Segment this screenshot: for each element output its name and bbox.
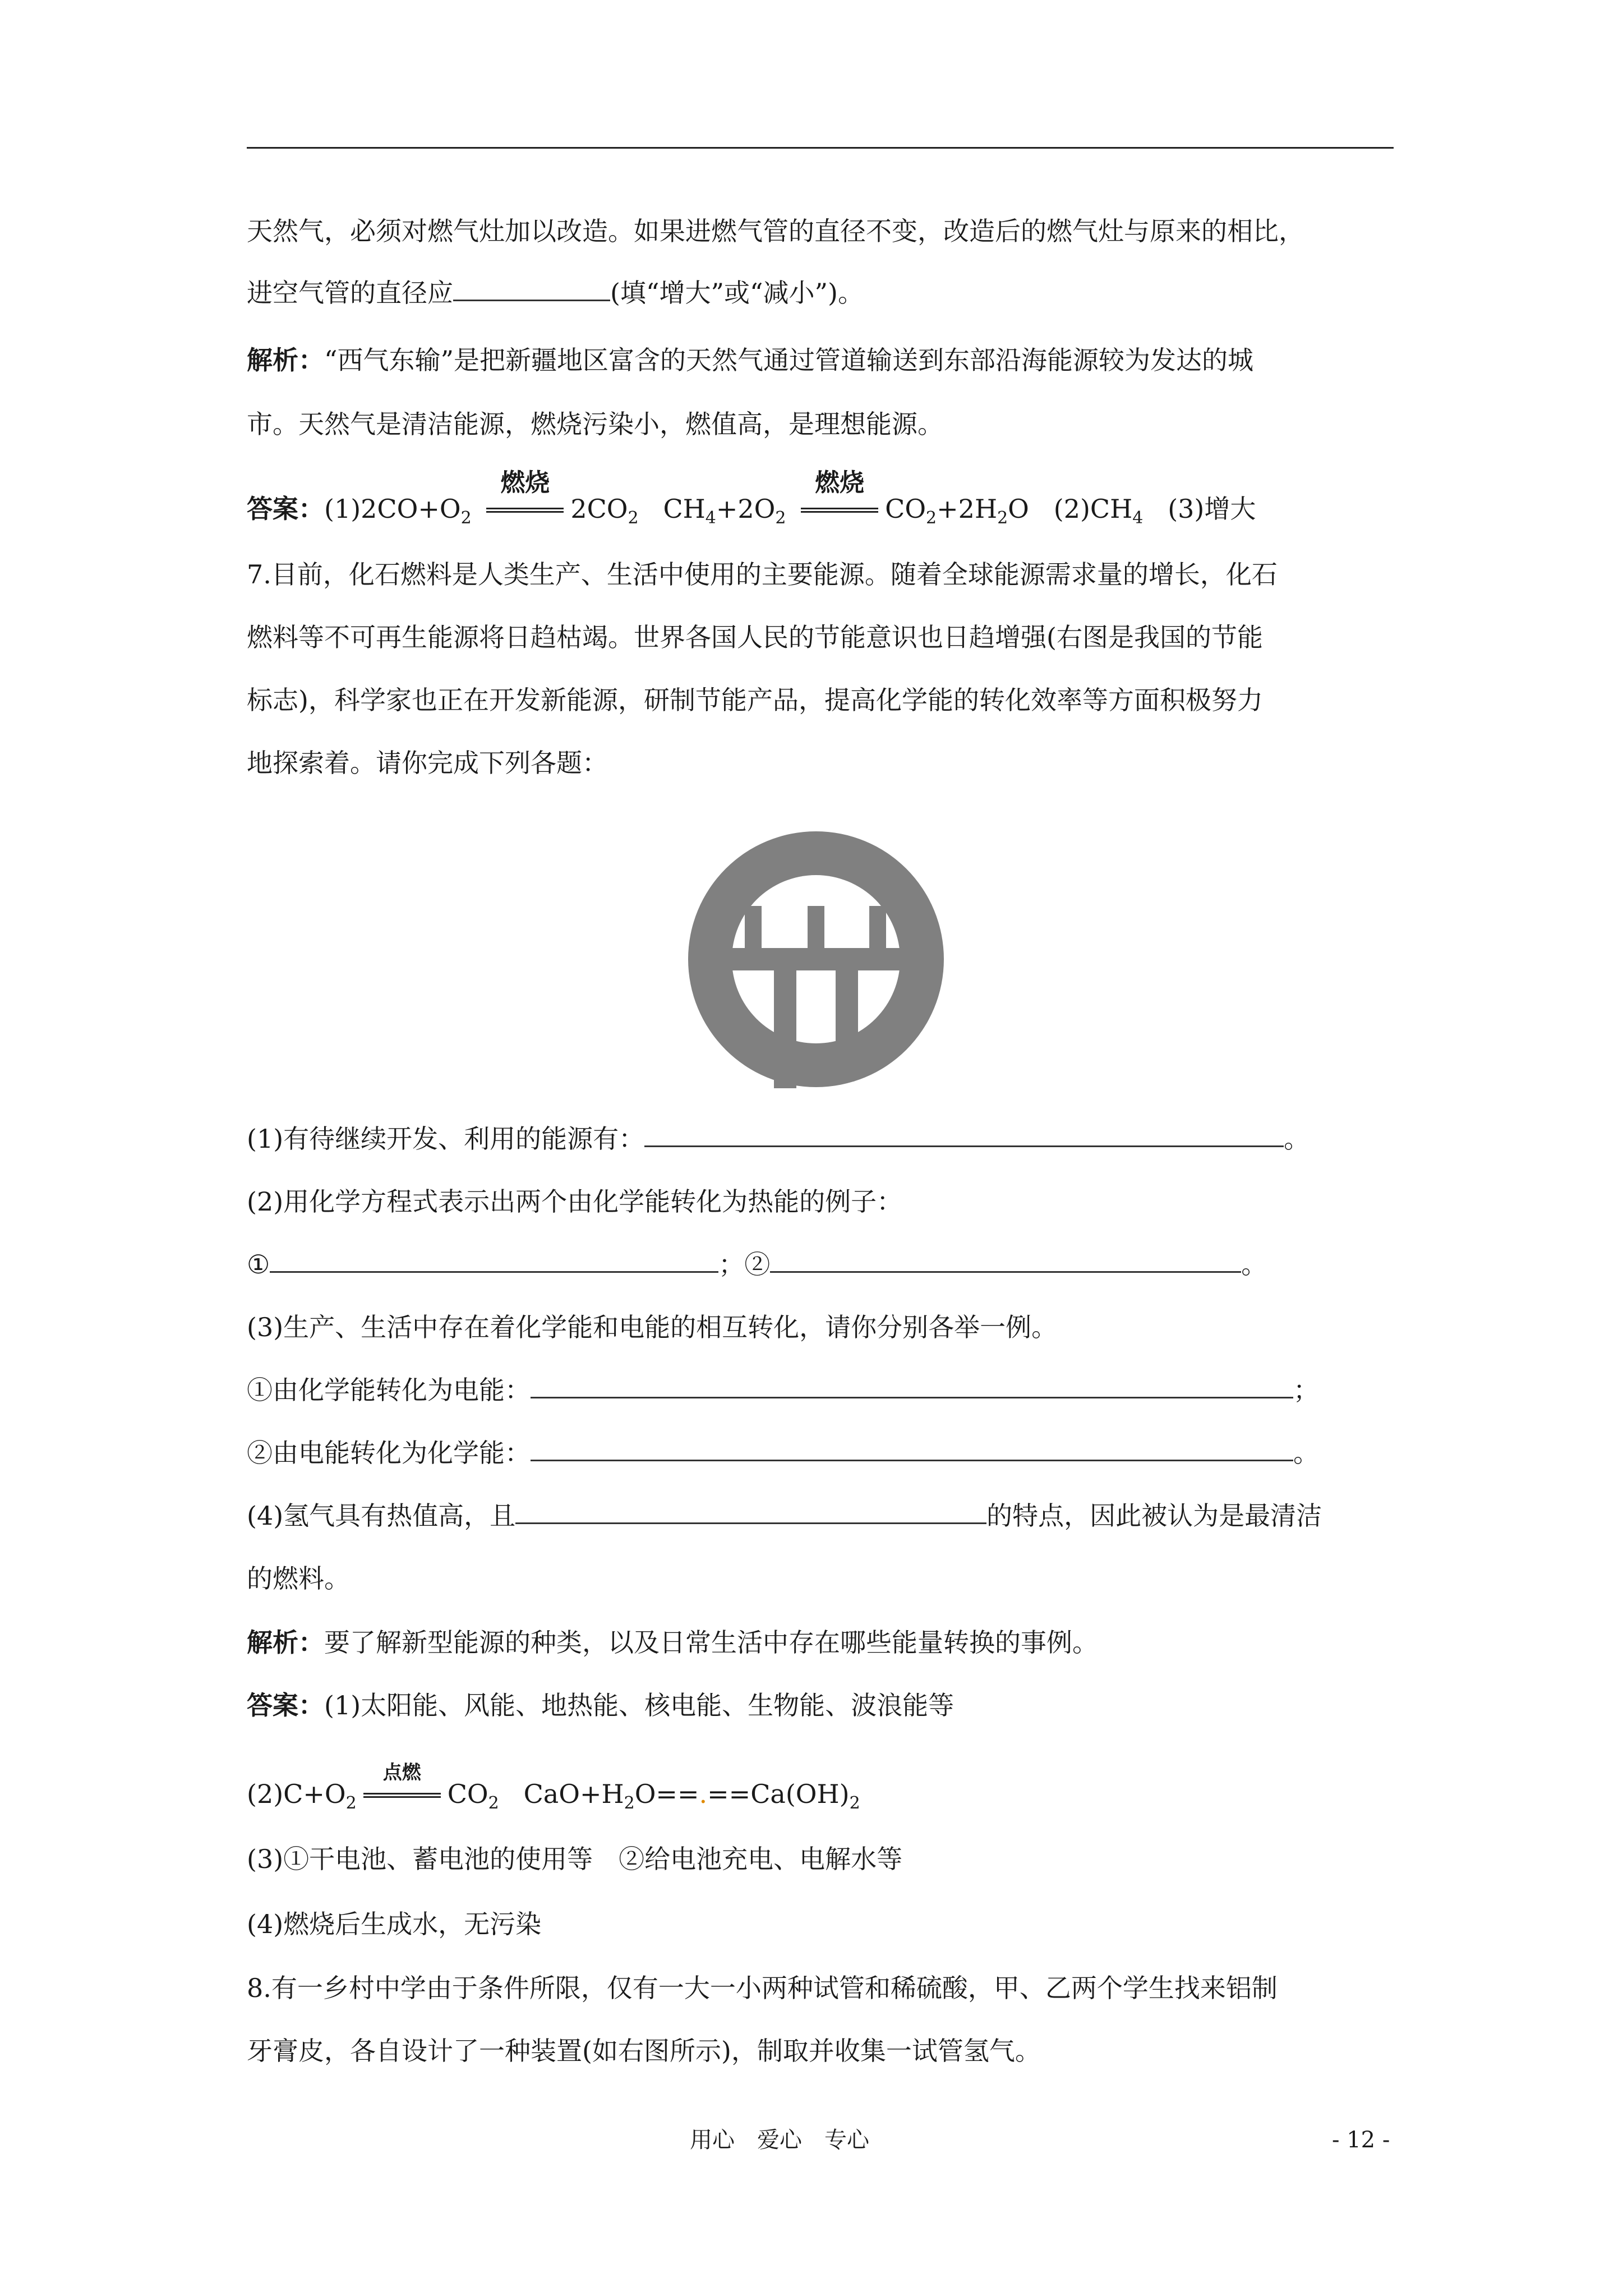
- q8-line-2: 牙膏皮，各自设计了一种装置(如右图所示)，制取并收集一试管氢气。: [247, 2036, 1041, 2066]
- answer-blank: [531, 1436, 1293, 1461]
- q7-sub4: (4)氢气具有热值高，且 的特点，因此被认为是最清洁: [247, 1499, 1394, 1533]
- q7-analysis: 解析：要了解新型能源的种类，以及日常生活中存在哪些能量转换的事例。: [247, 1627, 1098, 1658]
- q7-sub1: (1)有待继续开发、利用的能源有： 。: [247, 1122, 1394, 1156]
- answer-blank: [270, 1248, 718, 1273]
- reaction-condition: 点燃: [360, 1777, 444, 1811]
- answer-blank: [770, 1248, 1241, 1273]
- answer-blank: [644, 1122, 1284, 1147]
- q8-line-1: 8.有一乡村中学由于条件所限，仅有一大一小两种试管和稀硫酸，甲、乙两个学生找来铝制: [247, 1973, 1278, 2003]
- q6-analysis-line-1: 解析：“西气东输”是把新疆地区富含的天然气通过管道输送到东部沿海能源较为发达的城: [247, 345, 1254, 375]
- q7-line-2: 燃料等不可再生能源将日趋枯竭。世界各国人民的节能意识也日趋增强(右图是我国的节能: [247, 622, 1263, 652]
- q7-sub2: (2)用化学方程式表示出两个由化学能转化为热能的例子：: [247, 1186, 903, 1217]
- answer-blank: [515, 1499, 986, 1524]
- answer-label: 答案：: [247, 1690, 324, 1720]
- q7-answer-2: $(2)C+O_2$ 点燃 $CO_2$ $CaO+H_2O==.==Ca(OH)_2$: [247, 1761, 860, 1813]
- energy-saving-logo-icon: [684, 827, 948, 1091]
- q6-analysis-line-2: 市。天然气是清洁能源，燃烧污染小，燃值高，是理想能源。: [247, 409, 943, 439]
- answer-label: 答案：: [247, 494, 324, 524]
- analysis-label: 解析：: [247, 1627, 324, 1658]
- q7-line-3: 标志)，科学家也正在开发新能源，研制节能产品，提高化学能的转化效率等方面积极努力: [247, 685, 1263, 715]
- q6-answer: 答案：$(1)2CO+O_2$ 燃烧 $2CO_2$ $CH_4+2O_2$ 燃烧 $CO_2+2H_2O$ $(2)CH_4$ (3)增大: [247, 468, 1256, 528]
- analysis-label: 解析：: [247, 345, 324, 375]
- answer-blank: [531, 1373, 1293, 1398]
- q7-line-4: 地探索着。请你完成下列各题：: [247, 748, 608, 778]
- q7-sub4-cont: 的燃料。: [247, 1563, 350, 1594]
- page-number: - 12 -: [1332, 2127, 1390, 2153]
- q7-answer-1: 答案：(1)太阳能、风能、地热能、核电能、生物能、波浪能等: [247, 1690, 955, 1720]
- header-rule: [247, 147, 1394, 149]
- q7-answer-4: (4)燃烧后生成水，无污染: [247, 1909, 542, 1939]
- footer-motto: 用心 爱心 专心: [690, 2127, 869, 2153]
- reaction-condition: 燃烧: [483, 492, 567, 526]
- q7-sub3-b: ②由电能转化为化学能： 。: [247, 1436, 1394, 1470]
- q7-sub3: (3)生产、生活中存在着化学能和电能的相互转化，请你分别各举一例。: [247, 1312, 1058, 1342]
- q7-answer-3: (3)①干电池、蓄电池的使用等 ②给电池充电、电解水等: [247, 1844, 903, 1874]
- reaction-condition: 燃烧: [797, 492, 882, 526]
- q6-line-2: 进空气管的直径应 (填“增大”或“减小”)。: [247, 276, 1394, 310]
- q6-line-1: 天然气，必须对燃气灶加以改造。如果进燃气管的直径不变，改造后的燃气灶与原来的相比，: [247, 216, 1304, 246]
- q7-sub2-blanks: ① ；② 。: [247, 1248, 1394, 1281]
- q7-sub3-a: ①由化学能转化为电能： ；: [247, 1373, 1394, 1407]
- answer-blank: [453, 276, 610, 301]
- q7-line-1: 7.目前，化石燃料是人类生产、生活中使用的主要能源。随着全球能源需求量的增长，化石: [247, 559, 1278, 590]
